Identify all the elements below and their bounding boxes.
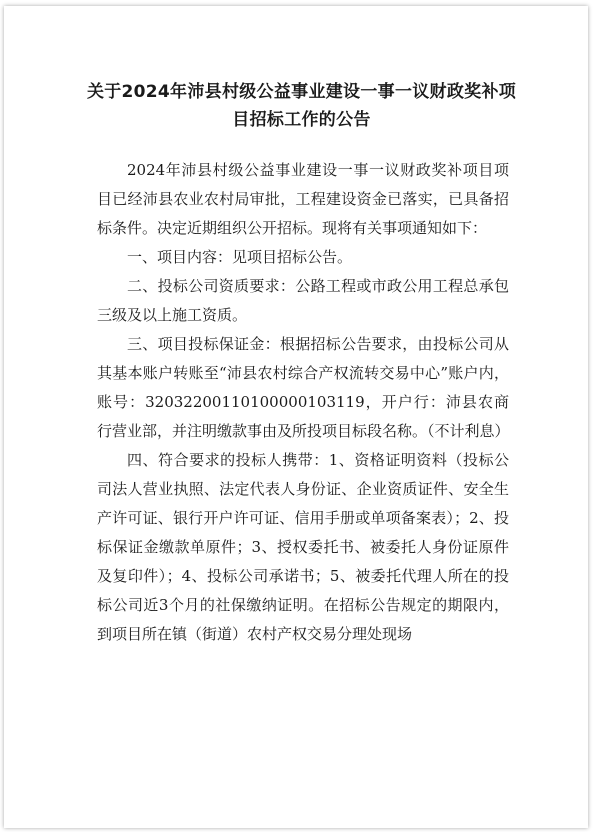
- document-body: [97, 156, 509, 649]
- paragraph-deposit: 三、项目投标保证金：根据招标公告要求，由投标公司从其基本账户转账至“沛县农村综合产权流转交易中心”账户内，账号：32032200110100000103119，开户行：沛县农商行营业部，并注明缴款事由及所投项目标段名称。（不计利息）: [97, 335, 510, 440]
- paragraph-qualification: 二、投标公司资质要求：公路工程或市政公用工程总承包三级及以上施工资质。: [97, 277, 509, 324]
- document-page: [4, 6, 588, 828]
- title-line-2: 目招标工作的公告: [232, 110, 371, 130]
- document-title: [64, 78, 539, 134]
- paragraph-intro: 2024年沛县村级公益事业建设一事一议财政奖补项目项目已经沛县农业农村局审批，工程建设资金已落实，已具备招标条件。决定近期组织公开招标。现将有关事项通知如下：: [97, 161, 509, 237]
- paragraph-project-content: 一、项目内容：见项目招标公告。: [127, 248, 353, 266]
- title-line-1: 关于2024年沛县村级公益事业建设一事一议财政奖补项: [86, 82, 517, 102]
- paragraph-materials: 四、符合要求的投标人携带：1、资格证明资料（投标公司法人营业执照、法定代表人身份证、企业资质证件、安全生产许可证、银行开户许可证、信用手册或单项备案表）；2、投标保证金缴款单原件；3、授权委托书、被委托人身份证原件及复印件）；4、投标公司承诺书；5、被委托代理人所在的投标公司近3个月的社保缴纳证明。在招标公告规定的期限内，到项目所在镇（街道）农村产权交易分理处现场: [97, 451, 509, 643]
